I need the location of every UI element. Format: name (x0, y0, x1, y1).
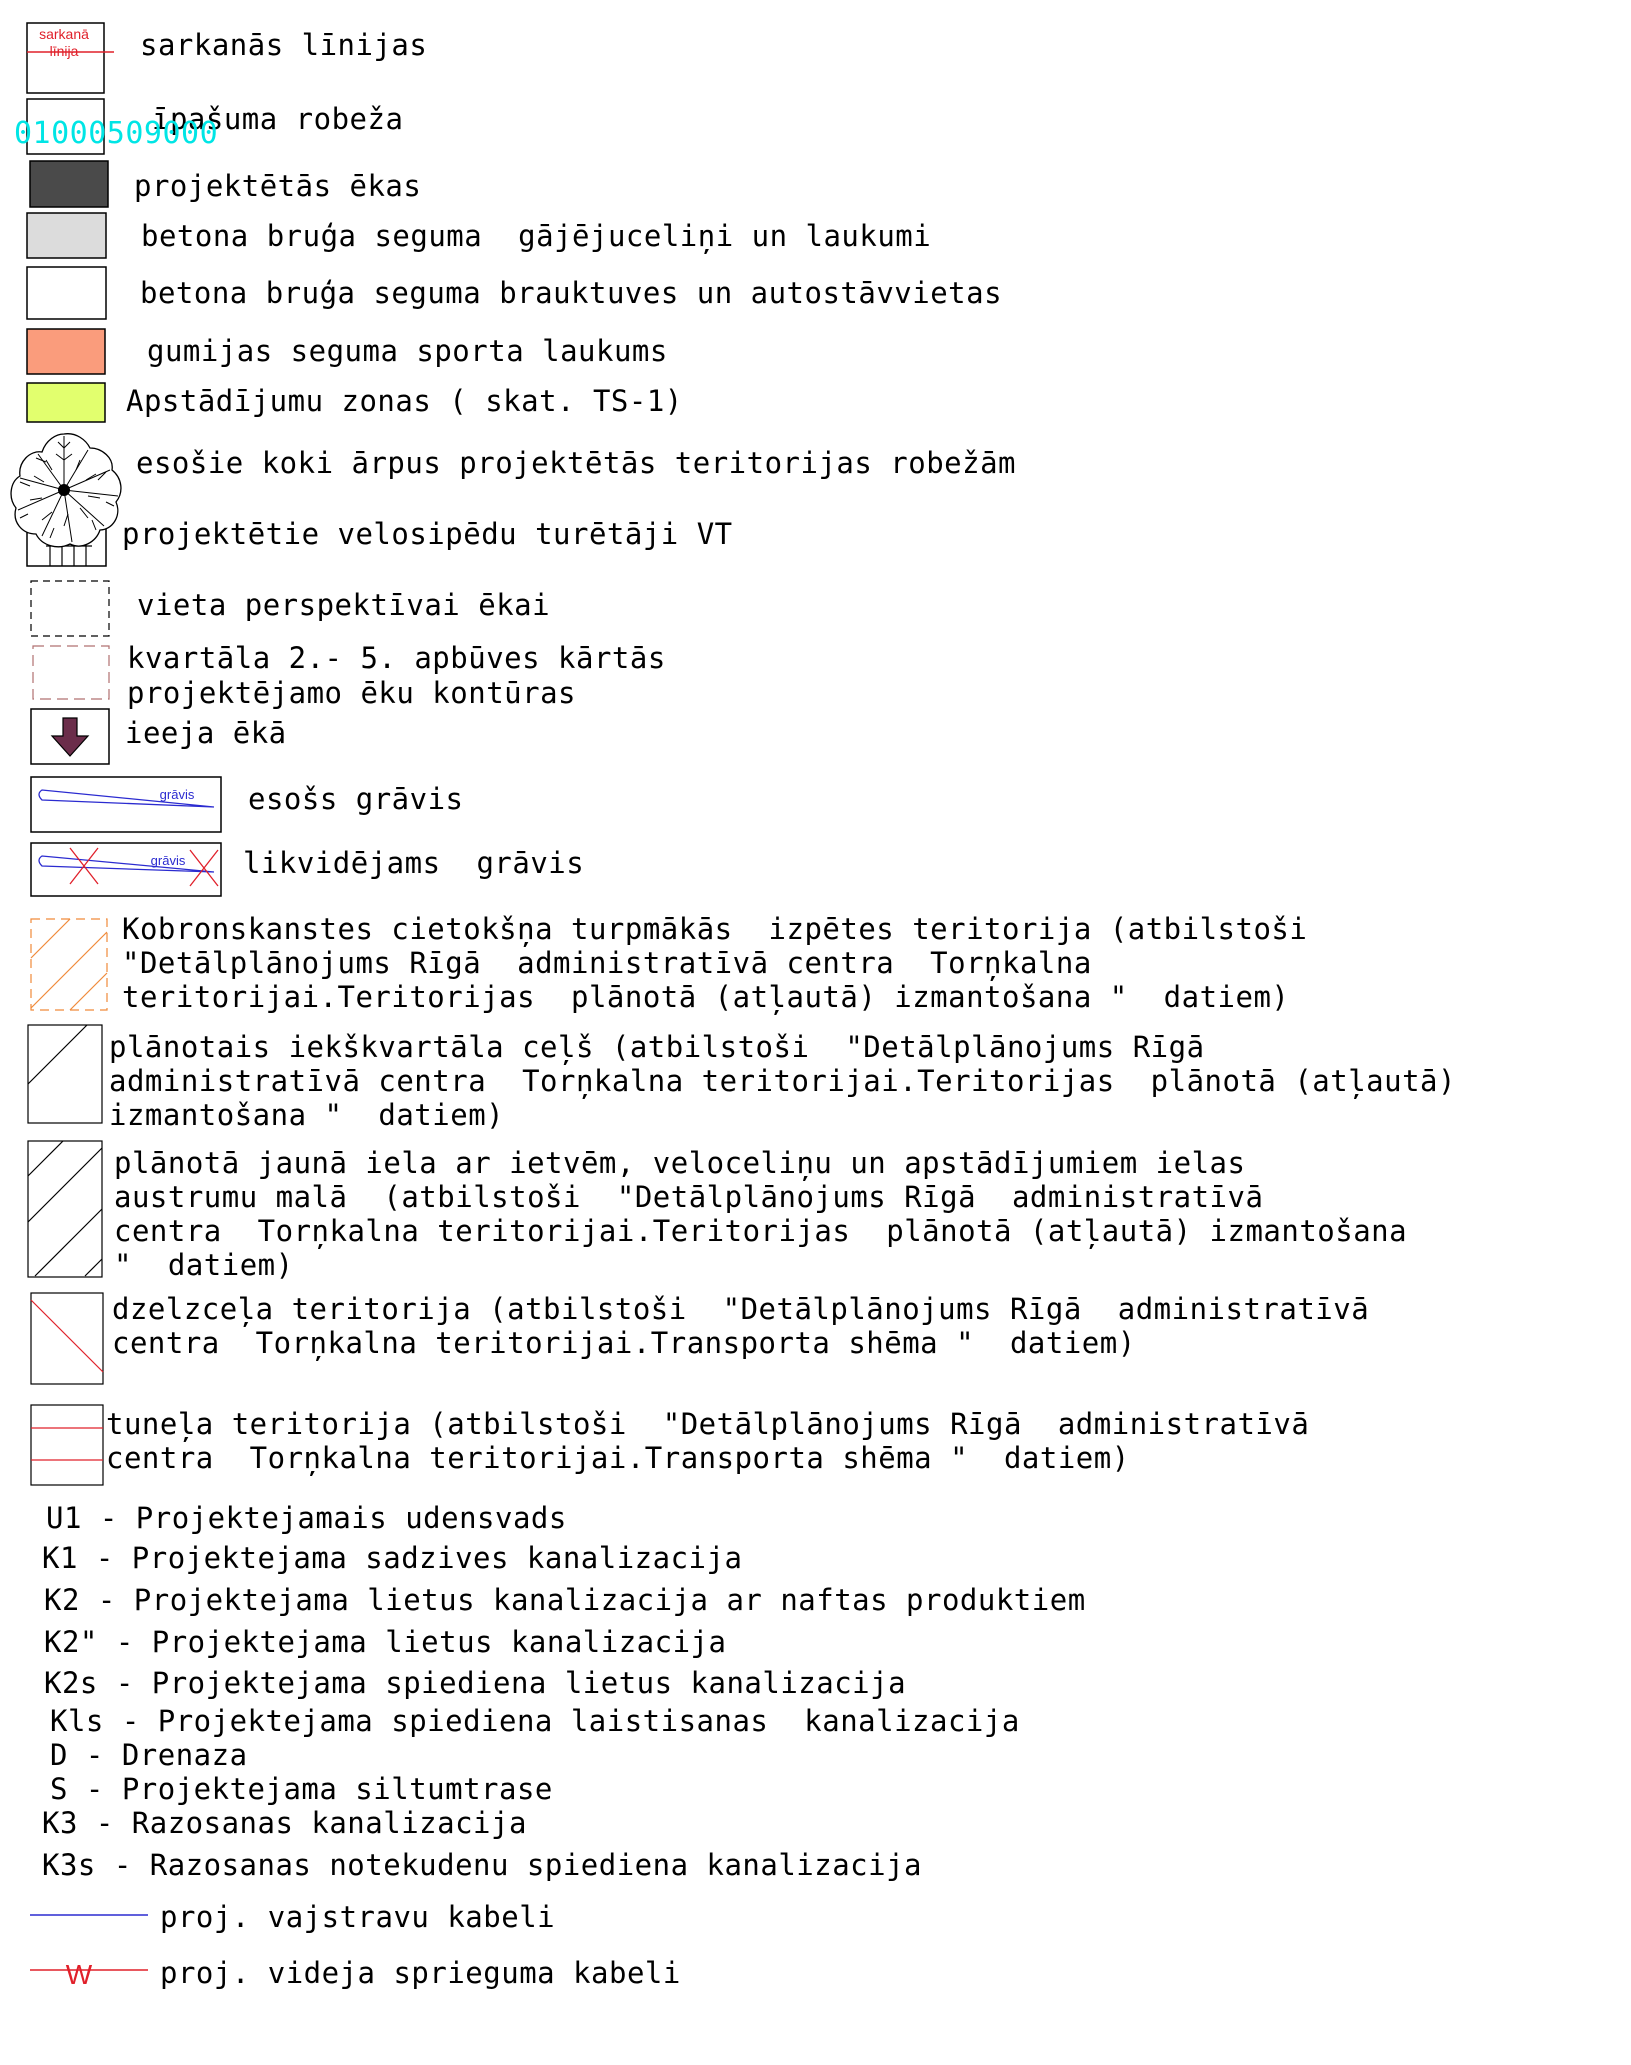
legend-text-medium-voltage-cable: proj. videja sprieguma kabeli (160, 1956, 681, 1990)
legend-text-property-boundary: īpašuma robeža (152, 102, 404, 136)
entrance-arrow-icon (30, 708, 112, 766)
legend-text-red-lines: sarkanās līnijas (140, 28, 428, 62)
legend-text-railway-area-2: centra Torņkalna teritorijai.Transporta shēma " datiem) (112, 1326, 1136, 1360)
legend-text-fortress-area-3: teritorijai.Teritorijas plānotā (atļautā) izmantošana " datiem) (122, 980, 1290, 1014)
legend-text-existing-trees: esošie koki ārpus projektētās teritorijas robežām (136, 446, 1017, 480)
legend-text-inner-road-2: administratīvā centra Torņkalna teritorijai.Teritorijas plānotā (atļautā) (109, 1064, 1456, 1098)
green-zones-symbol (26, 382, 108, 424)
legend-text-tunnel-area-2: centra Torņkalna teritorijai.Transporta shēma " datiem) (106, 1441, 1130, 1475)
legend-text-tunnel-area-1: tuneļa teritorija (atbilstoši "Detālplānojums Rīgā administratīvā (106, 1407, 1310, 1441)
legend-text-roadway-paving: betona bruģa seguma brauktuves un autostāvvietas (140, 276, 1003, 310)
block-contours-symbol (32, 645, 112, 701)
legend-text-removable-ditch: likvidējams grāvis (243, 846, 585, 880)
code-line-d: D - Drenaza (50, 1738, 248, 1772)
legend-text-sports-field: gumijas seguma sporta laukums (147, 334, 668, 368)
removable-ditch-symbol-label: grāvis (150, 853, 186, 868)
legend-text-designed-buildings: projektētās ēkas (134, 169, 422, 203)
legend-text-existing-ditch: esošs grāvis (248, 782, 464, 816)
inner-road-symbol (27, 1024, 105, 1124)
legend-text-block-contours-2: projektējamo ēku kontūras (127, 676, 576, 710)
legend-text-inner-road-3: izmantošana " datiem) (109, 1098, 505, 1132)
red-line-symbol-label-2: līnija (49, 43, 79, 59)
cadastre-number: 01000509000 (14, 116, 219, 151)
code-line-k3: K3 - Razosanas kanalizacija (42, 1806, 527, 1840)
code-line-s: S - Projektejama siltumtrase (50, 1772, 553, 1806)
legend-text-new-street-1: plānotā jaunā iela ar ietvēm, veloceliņu un apstādījumiem ielas (114, 1146, 1246, 1180)
legend-text-block-contours-1: kvartāla 2.- 5. apbūves kārtās (127, 641, 666, 675)
code-line-k2-quote: K2" - Projektejama lietus kanalizacija (44, 1625, 727, 1659)
tunnel-area-symbol (30, 1404, 106, 1488)
code-line-u1: U1 - Projektejamais udensvads (46, 1501, 567, 1535)
code-line-kls: Kls - Projektejama spiediena laistisanas kanalizacija (50, 1704, 1020, 1738)
legend-text-fortress-area-1: Kobronskanstes cietokšņa turpmākās izpētes teritorija (atbilstoši (122, 912, 1308, 946)
railway-area-symbol (30, 1292, 106, 1386)
removable-ditch-symbol (30, 842, 224, 898)
fortress-area-symbol (30, 918, 110, 1012)
legend-text-railway-area-1: dzelzceļa teritorija (atbilstoši "Detālplānojums Rīgā administratīvā (112, 1292, 1370, 1326)
legend-text-inner-road-1: plānotais iekškvartāla ceļš (atbilstoši "Detālplānojums Rīgā (109, 1030, 1205, 1064)
low-voltage-cable-line (30, 1912, 150, 1918)
medium-voltage-cable-label: W (65, 1959, 93, 1990)
new-street-symbol (27, 1140, 105, 1280)
future-building-symbol (30, 580, 112, 638)
legend-text-low-voltage-cable: proj. vajstravu kabeli (160, 1900, 556, 1934)
code-line-k2s: K2s - Projektejama spiediena lietus kanalizacija (44, 1666, 907, 1700)
legend-text-new-street-3: centra Torņkalna teritorijai.Teritorijas plānotā (atļautā) izmantošana (114, 1214, 1408, 1248)
tree-icon (6, 430, 126, 552)
designed-buildings-symbol (29, 160, 111, 210)
legend-text-fortress-area-2: "Detālplānojums Rīgā administratīvā centra Torņkalna (122, 946, 1092, 980)
legend-text-pedestrian-paving: betona bruģa seguma gājējuceliņi un laukumi (141, 219, 932, 253)
legend-text-entrance: ieeja ēkā (125, 716, 287, 750)
sports-field-symbol (26, 328, 108, 376)
code-line-k1: K1 - Projektejama sadzives kanalizacija (42, 1541, 743, 1575)
red-line-symbol (26, 22, 116, 94)
legend-text-bike-racks: projektētie velosipēdu turētāji VT (122, 517, 733, 551)
pedestrian-paving-symbol (26, 212, 108, 260)
legend-text-future-building: vieta perspektīvai ēkai (137, 588, 551, 622)
red-line-symbol-label-1: sarkanā (39, 26, 89, 42)
legend-text-new-street-2: austrumu malā (atbilstoši "Detālplānojums Rīgā administratīvā (114, 1180, 1264, 1214)
code-line-k2: K2 - Projektejama lietus kanalizacija ar naftas produktiem (44, 1583, 1086, 1617)
legend-text-green-zones: Apstādījumu zonas ( skat. TS-1) (126, 384, 683, 418)
existing-ditch-symbol (30, 776, 224, 834)
code-line-k3s: K3s - Razosanas notekudenu spiediena kanalizacija (42, 1848, 923, 1882)
existing-ditch-symbol-label: grāvis (159, 787, 195, 802)
legend-text-new-street-4: " datiem) (114, 1248, 294, 1282)
medium-voltage-cable-line (30, 1952, 150, 1988)
roadway-paving-symbol (26, 266, 108, 320)
